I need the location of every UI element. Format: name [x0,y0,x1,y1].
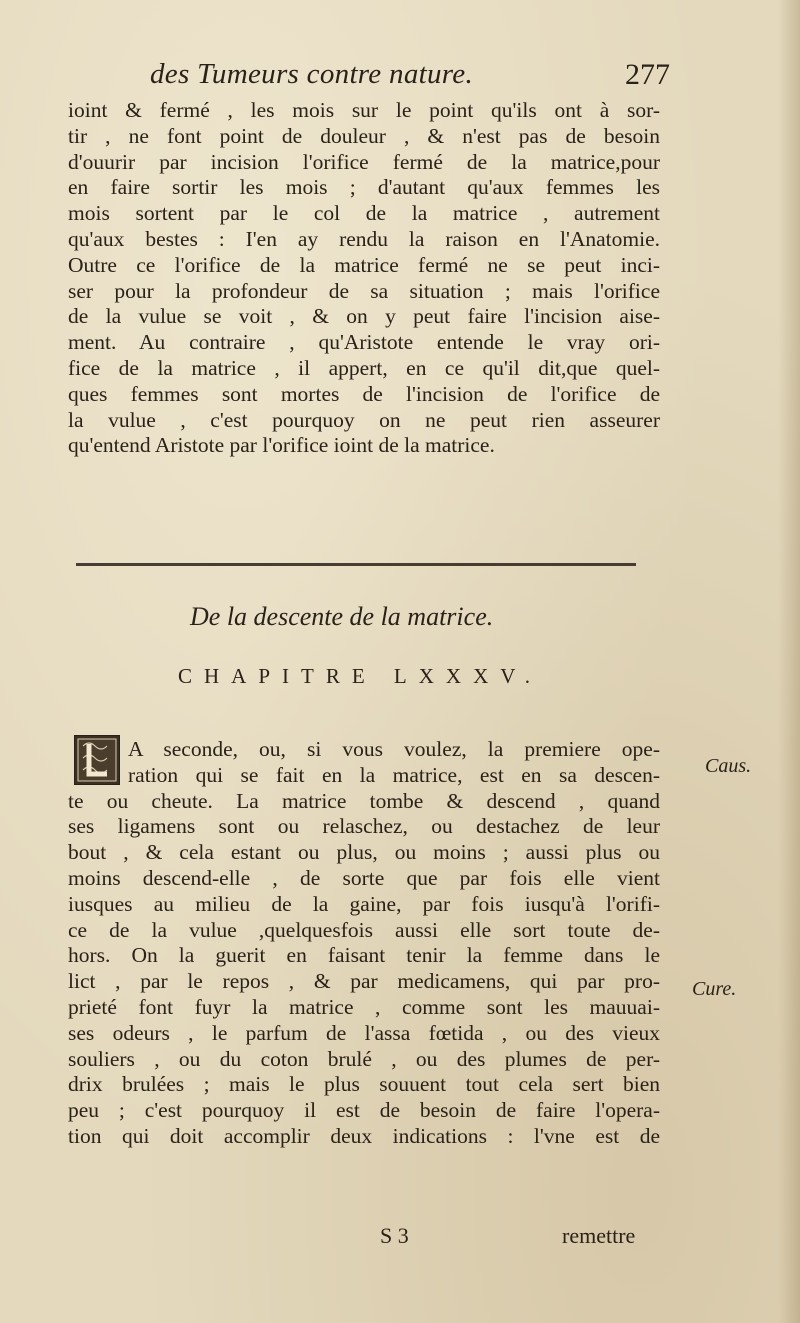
text-line: en faire sortir les mois ; d'autant qu'aux femmes les [68,175,660,200]
chapter-number: CHAPITRE LXXXV. [178,664,542,688]
text-line: bout , & cela estant ou plus, ou moins ; aussi plus ou [68,840,660,865]
text-line: qu'aux bestes : I'en ay rendu la raison en l'Anatomie. [68,226,660,251]
text-line: ques femmes sont mortes de l'incision de l'orifice de [68,381,660,406]
text-line: souliers , ou du coton brulé , ou des plumes de per- [68,1046,660,1071]
text-line: ses ligamens sont ou relaschez, ou destachez de leur [68,814,660,839]
text-line: hors. On la guerit en faisant tenir la femme dans le [68,943,660,968]
text-line: peu ; c'est pourquoy il est de besoin de faire l'opera- [68,1098,660,1123]
chapter-title: De la descente de la matrice. [190,602,494,631]
text-line: te ou cheute. La matrice tombe & descend , quand [68,788,660,813]
signature-mark: S 3 [380,1223,409,1248]
text-line: iusques au milieu de la gaine, par fois iusqu'à l'orifi- [68,891,660,916]
page-number: 277 [625,58,670,91]
text-block-chapter [68,737,660,1150]
text-line: ration qui se fait en la matrice, est en sa descen- [128,762,660,787]
text-block-continuation [68,98,660,459]
text-line: d'ouurir par incision l'orifice fermé de la matrice,pour [68,149,660,174]
margin-note-cure: Cure. [692,978,737,1000]
text-line: ment. Au contraire , qu'Aristote entende le vray ori- [68,330,660,355]
text-line: la vulue , c'est pourquoy on ne peut rien asseurer [68,407,660,432]
text-line: drix brulées ; mais le plus souuent tout cela sert bien [68,1072,660,1097]
text-line: de la vulue se voit , & on y peut faire l'incision aise- [68,304,660,329]
text-line: qu'entend Aristote par l'orifice ioint de la matrice. [68,433,495,458]
text-line: ce de la vulue ,quelquesfois aussi elle sort toute de- [68,917,660,942]
text-line: ser pour la profondeur de sa situation ; mais l'orifice [68,278,660,303]
text-line: moins descend-elle , de sorte que par fois elle vient [68,865,660,890]
page-edge-shadow [778,0,800,1323]
text-line: fice de la matrice , il appert, en ce qu'il dit,que quel- [68,355,660,380]
margin-note-causes: Caus. [705,755,752,777]
text-line: A seconde, ou, si vous voulez, la premiere ope- [128,737,660,761]
text-line: Outre ce l'orifice de la matrice fermé ne se peut inci- [68,252,660,277]
text-line: lict , par le repos , & par medicamens, qui par pro- [68,969,660,994]
catchword: remettre [562,1223,636,1248]
text-line: prieté font fuyr la matrice , comme sont les mauuai- [68,994,660,1019]
text-line: ses odeurs , le parfum de l'assa fœtida , ou des vieux [68,1020,660,1045]
section-divider-rule [76,563,636,566]
text-line: tir , ne font point de douleur , & n'est pas de besoin [68,123,660,148]
text-line: ioint & fermé , les mois sur le point qu'ils ont à sor- [68,98,660,122]
text-line: mois sortent par le col de la matrice , autrement [68,201,660,226]
running-header [150,58,670,98]
running-title: des Tumeurs contre nature. [150,58,474,90]
text-line: tion qui doit accomplir deux indications : l'vne est de [68,1123,660,1148]
